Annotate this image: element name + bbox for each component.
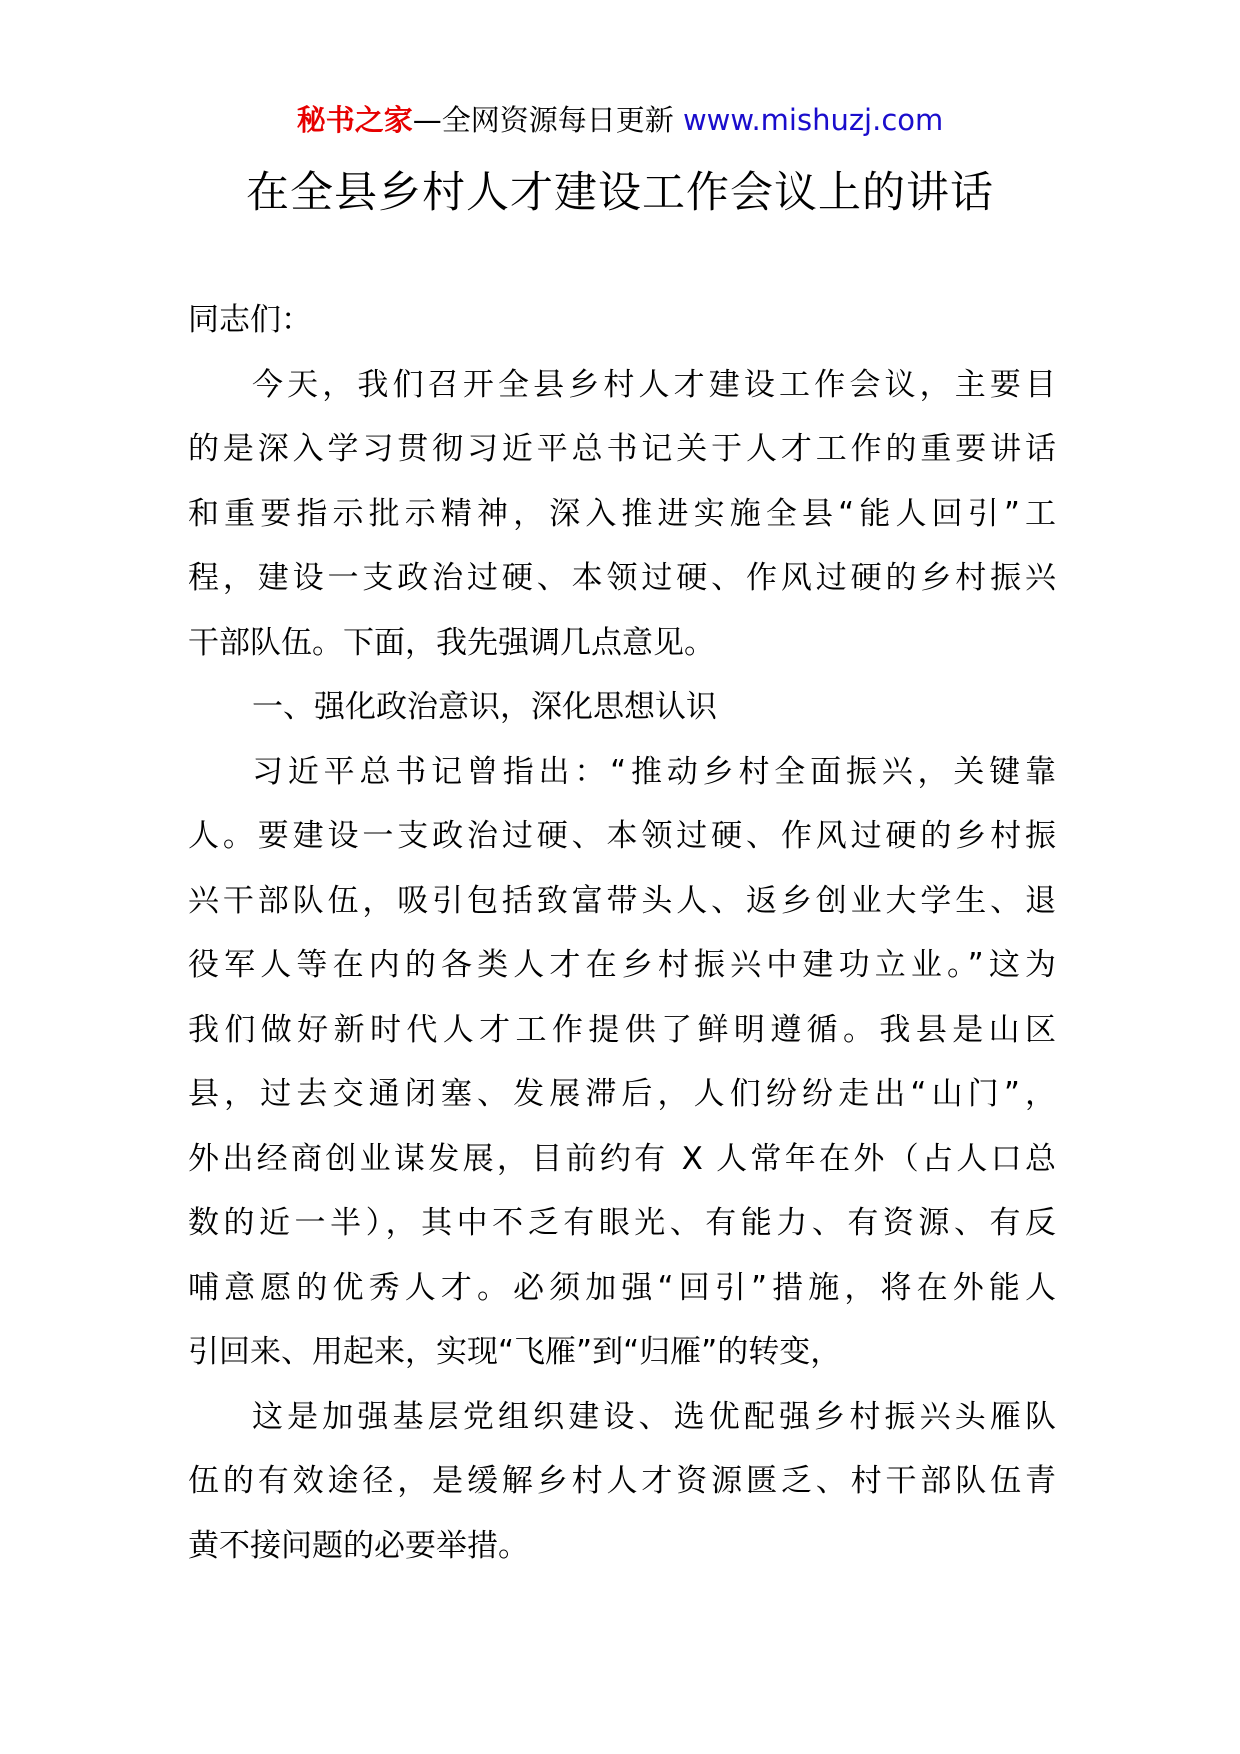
- paragraph-1-line-4: 程，建设一支政治过硬、本领过硬、作风过硬的乡村振兴: [188, 560, 1056, 596]
- paragraph-2-line-5: 我们做好新时代人才工作提供了鲜明遵循。我县是山区: [188, 1011, 1056, 1048]
- paragraph-1-line-3: 和重要指示批示精神，深入推进实施全县“能人回引”工: [188, 495, 1056, 532]
- paragraph-1-line-2: 的是深入学习贯彻习近平总书记关于人才工作的重要讲话: [188, 431, 1056, 467]
- paragraph-2-line-4: 役军人等在内的各类人才在乡村振兴中建功立业。”这为: [188, 947, 1056, 983]
- site-banner: [0, 100, 1240, 140]
- document-title: 在全县乡村人才建设工作会议上的讲话: [246, 168, 994, 218]
- site-tagline: —全网资源每日更新: [412, 103, 683, 137]
- paragraph-1-line-1: 今天，我们召开全县乡村人才建设工作会议，主要目: [252, 366, 1056, 403]
- paragraph-2-line-3: 兴干部队伍，吸引包括致富带头人、返乡创业大学生、退: [188, 882, 1056, 919]
- paragraph-2-line-2: 人。要建设一支政治过硬、本领过硬、作风过硬的乡村振: [188, 818, 1056, 854]
- paragraph-2-line-7: 外出经商创业谋发展，目前约有 X 人常年在外（占人口总: [188, 1140, 1056, 1177]
- paragraph-1-line-5: 干部队伍。下面，我先强调几点意见。: [188, 624, 715, 661]
- paragraph-3-line-3: 黄不接问题的必要举措。: [188, 1527, 529, 1564]
- paragraph-2-line-8: 数的近一半），其中不乏有眼光、有能力、有资源、有反: [188, 1205, 1056, 1241]
- site-url-link[interactable]: www.mishuzj.com: [682, 103, 944, 137]
- paragraph-2-line-6: 县，过去交通闭塞、发展滞后，人们纷纷走出“山门”，: [188, 1076, 1056, 1112]
- section-heading-1: 一、强化政治意识，深化思想认识: [252, 689, 717, 725]
- paragraph-2-line-9: 哺意愿的优秀人才。必须加强“回引”措施，将在外能人: [188, 1269, 1056, 1306]
- paragraph-2-line-1: 习近平总书记曾指出：“推动乡村全面振兴，关键靠: [252, 753, 1056, 790]
- paragraph-3-line-2: 伍的有效途径，是缓解乡村人才资源匮乏、村干部队伍青: [188, 1463, 1056, 1499]
- paragraph-2-line-10: 引回来、用起来，实现“飞雁”到“归雁”的转变，: [188, 1334, 842, 1370]
- site-brand: 秘书之家: [296, 103, 413, 137]
- document-body: [188, 288, 1056, 1578]
- salutation: 同志们：: [188, 302, 312, 338]
- paragraph-3-line-1: 这是加强基层党组织建设、选优配强乡村振兴头雁队: [252, 1398, 1056, 1435]
